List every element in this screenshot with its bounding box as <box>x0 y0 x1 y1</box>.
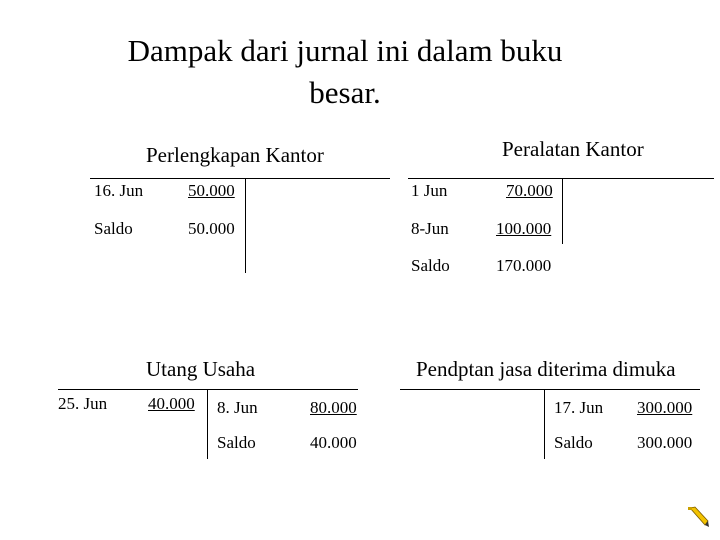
t-account-top-rule <box>408 178 714 179</box>
balance-label: Saldo <box>217 433 256 452</box>
balance-amount: 300.000 <box>637 433 693 452</box>
entry-label: 8. Jun <box>217 398 258 417</box>
balance-amount: 170.000 <box>496 256 552 275</box>
balance-amount: 40.000 <box>310 433 357 452</box>
t-account-top-rule <box>90 178 390 179</box>
t-account-divider <box>562 178 563 244</box>
balance-label: Saldo <box>554 433 593 452</box>
account-title-pendapatan-jasa-diterima-dimuka: Pendptan jasa diterima dimuka <box>416 357 676 381</box>
entry-amount: 50.000 <box>188 181 235 200</box>
entry-amount: 100.000 <box>496 219 552 238</box>
entry-label: 25. Jun <box>58 394 108 413</box>
pencil-icon <box>686 506 710 528</box>
entry-label: 1 Jun <box>411 181 448 200</box>
account-title-peralatan-kantor: Peralatan Kantor <box>502 137 644 161</box>
t-account-divider <box>245 178 246 273</box>
balance-label: Saldo <box>411 256 450 275</box>
balance-amount: 50.000 <box>188 219 235 238</box>
balance-label: Saldo <box>94 219 133 238</box>
entry-label: 16. Jun <box>94 181 144 200</box>
entry-label: 8-Jun <box>411 219 449 238</box>
t-account-top-rule <box>400 389 700 390</box>
entry-amount: 80.000 <box>310 398 357 417</box>
page-title-line-1: Dampak dari jurnal ini dalam buku <box>127 33 563 68</box>
entry-amount: 300.000 <box>637 398 693 417</box>
t-account-divider <box>544 389 545 459</box>
account-title-perlengkapan-kantor: Perlengkapan Kantor <box>146 143 324 167</box>
entry-amount: 40.000 <box>148 394 195 413</box>
t-account-top-rule <box>58 389 358 390</box>
page-title-line-2: besar. <box>309 75 381 110</box>
entry-amount: 70.000 <box>506 181 553 200</box>
entry-label: 17. Jun <box>554 398 604 417</box>
t-account-divider <box>207 389 208 459</box>
account-title-utang-usaha: Utang Usaha <box>146 357 256 381</box>
